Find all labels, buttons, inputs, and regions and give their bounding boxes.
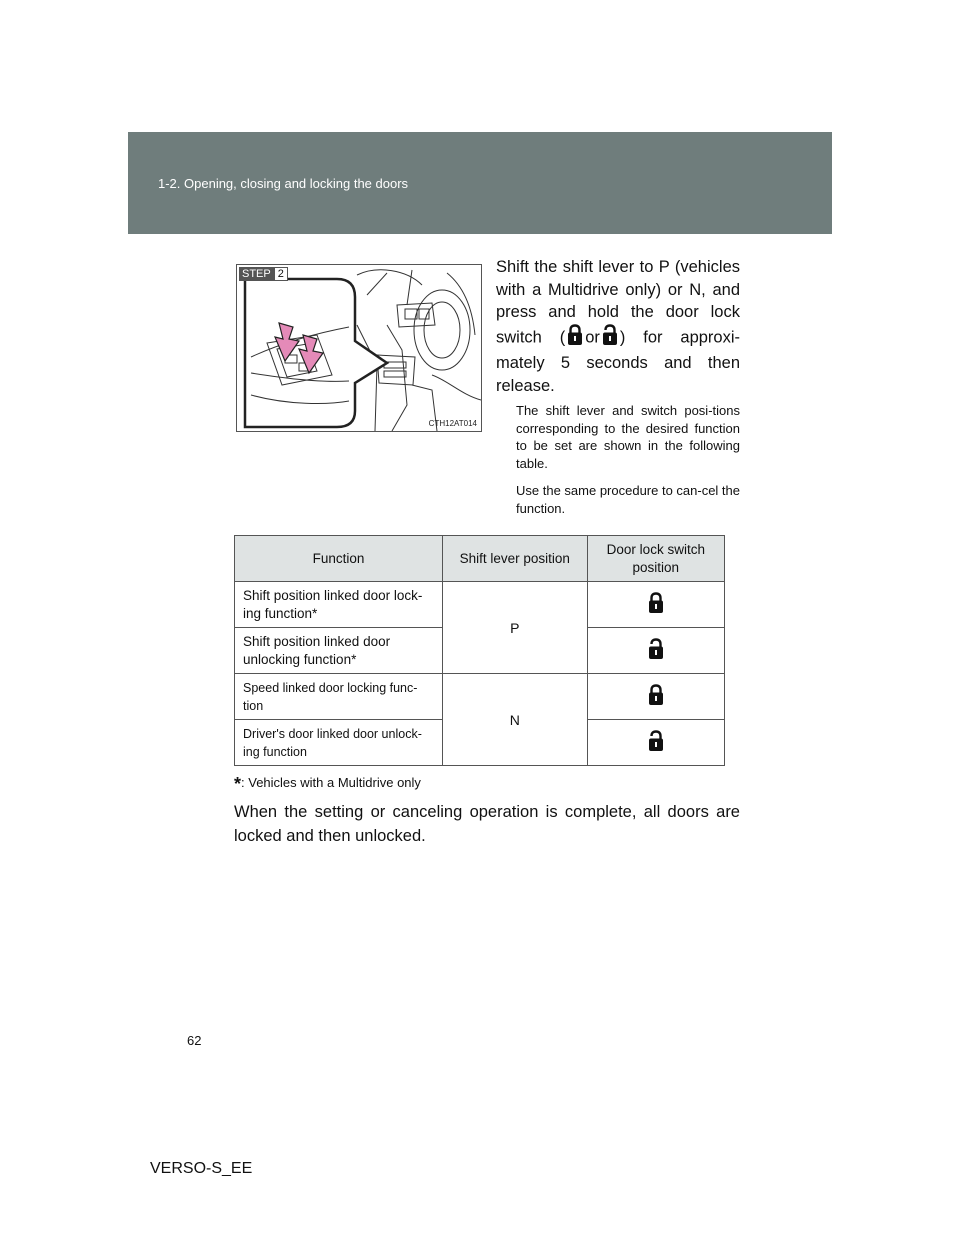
locked-padlock-icon <box>567 324 583 353</box>
footnote-text: : Vehicles with a Multidrive only <box>241 775 421 790</box>
header-function: Function <box>235 536 443 582</box>
step-number: 2 <box>274 267 288 281</box>
header-door-lock-switch-position: Door lock switch position <box>587 536 724 582</box>
page-number: 62 <box>187 1033 202 1048</box>
page-header <box>128 132 832 234</box>
table-footnote <box>234 774 421 795</box>
locked-padlock-icon <box>648 694 664 709</box>
note-cancel-procedure: Use the same procedure to can-cel the function. <box>516 483 741 516</box>
unlocked-padlock-icon <box>648 648 664 663</box>
car-interior-drawing <box>237 265 482 432</box>
footnote-mark: * <box>234 774 242 794</box>
header-shift-lever-position: Shift lever position <box>442 536 587 582</box>
instruction-part2: ) for approxi-mately 5 seconds and then release. <box>496 328 741 395</box>
function-cell: Shift position linked door unlocking function* <box>235 628 443 674</box>
figure-code: CTH12AT014 <box>428 419 477 428</box>
switch-position-cell <box>587 628 724 674</box>
switch-position-cell <box>587 720 724 766</box>
locked-padlock-icon <box>648 602 664 617</box>
conclusion-text: When the setting or canceling operation is complete, all doors are locked and then unlocked. <box>234 803 740 845</box>
function-table <box>234 535 725 766</box>
shift-position-cell: P <box>442 582 587 674</box>
function-cell: Driver's door linked door unlock-ing function <box>235 720 443 766</box>
switch-position-cell <box>587 582 724 628</box>
switch-position-cell <box>587 674 724 720</box>
unlocked-padlock-icon <box>648 740 664 755</box>
unlocked-padlock-icon <box>602 324 618 353</box>
document-code: VERSO-S_EE <box>150 1160 253 1177</box>
function-cell: Speed linked door locking func-tion <box>235 674 443 720</box>
door-lock-switch-illustration <box>236 264 482 432</box>
table-row <box>235 582 725 628</box>
table-header-row <box>235 536 725 582</box>
instruction-or: or <box>585 328 600 347</box>
note-table-reference: The shift lever and switch posi-tions corresponding to the desired function to be set are shown in the following table. <box>516 403 740 471</box>
function-cell: Shift position linked door lock-ing function* <box>235 582 443 628</box>
step-badge <box>239 267 288 281</box>
table-row <box>235 674 725 720</box>
instruction-text <box>496 256 740 397</box>
step-label: STEP <box>239 267 274 281</box>
instruction-part1: Shift the shift lever to P (vehicles with a Multidrive only) or N, and press and hold the door lock switch ( <box>496 258 740 347</box>
shift-position-cell: N <box>442 674 587 766</box>
section-title: 1-2. Opening, closing and locking the doors <box>158 176 409 191</box>
